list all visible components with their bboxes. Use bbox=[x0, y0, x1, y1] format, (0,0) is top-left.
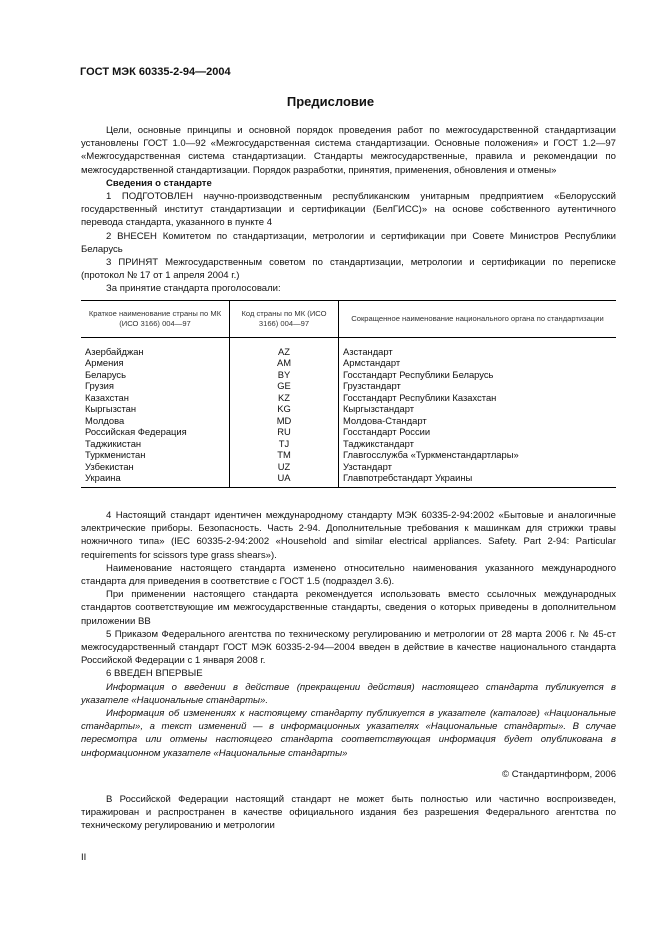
country-code-cell: KZ bbox=[230, 392, 339, 404]
table-row bbox=[81, 403, 616, 415]
country-name-cell: Молдова bbox=[81, 415, 230, 427]
preface-body-bottom bbox=[81, 509, 616, 833]
standards-body-cell: Госстандарт России bbox=[343, 426, 431, 438]
standards-body-cell: Кыргызстандарт bbox=[343, 403, 415, 415]
vote-line: За принятие стандарта проголосовали: bbox=[106, 283, 281, 295]
table-row bbox=[81, 472, 616, 487]
country-name-cell: Азербайджан bbox=[81, 337, 230, 357]
country-name-cell: Грузия bbox=[81, 380, 230, 392]
standards-body-cell: Госстандарт Республики Беларусь bbox=[343, 368, 494, 380]
page-title: Предисловие bbox=[286, 94, 375, 109]
standards-body-cell: Главгосслужба «Туркменстандартлары» bbox=[343, 449, 519, 461]
country-name-cell: Казахстан bbox=[81, 392, 230, 404]
country-code-cell: BY bbox=[230, 369, 339, 381]
reproduction-notice: В Российской Федерации настоящий стандарт не может быть полностью или частично воспроизведен, тиражирован и распространен в качестве официального издания без разрешения Федерального агентства по техническому регулированию и метрологии bbox=[81, 794, 616, 832]
country-code-cell: MD bbox=[230, 415, 339, 427]
country-code-cell: AM bbox=[230, 357, 339, 369]
country-name-cell: Таджикистан bbox=[81, 438, 230, 450]
country-code-cell: TM bbox=[230, 449, 339, 461]
country-name-cell: Туркменистан bbox=[81, 449, 230, 461]
table-row bbox=[81, 461, 616, 473]
country-code-cell: TJ bbox=[230, 438, 339, 450]
item-6: 6 ВВЕДЕН ВПЕРВЫЕ bbox=[106, 668, 203, 680]
table-row bbox=[81, 449, 616, 461]
country-code-cell: KG bbox=[230, 403, 339, 415]
item-5: 5 Приказом Федерального агентства по техническому регулированию и метрологии от 28 марта 2006 г. № 45-ст межгосударственный стандарт ГОСТ МЭК 60335-2-94—2004 введен в действие в качестве национального стандарта Российской Федерации с 1 января 2008 г. bbox=[81, 628, 616, 667]
country-code-cell: UA bbox=[230, 472, 339, 487]
countries-table bbox=[81, 300, 616, 488]
table-row bbox=[81, 337, 616, 357]
standards-body-cell: Госстандарт Республики Казахстан bbox=[343, 391, 497, 403]
standards-body-cell: Молдова-Стандарт bbox=[343, 414, 427, 426]
country-name-cell: Беларусь bbox=[81, 369, 230, 381]
standards-body-cell: Армстандарт bbox=[343, 357, 401, 369]
table-row bbox=[81, 357, 616, 369]
country-code-cell: UZ bbox=[230, 461, 339, 473]
page-number: II bbox=[81, 852, 87, 863]
item-4: 4 Настоящий стандарт идентичен международному стандарту МЭК 60335-2-94:2002 «Бытовые и аналогичные электрические приборы. Безопасность. Часть 2-94. Дополнительные требования к машинкам для стрижки травы ножничного типа» (IEC 60335-2-94:2002 «Household and similar electrical appliances. Safety. Part 2-94: Particular requirements for scissors type grass shears»). bbox=[81, 510, 616, 561]
document-code-header: ГОСТ МЭК 60335-2-94—2004 bbox=[80, 66, 231, 78]
country-name-cell: Российская Федерация bbox=[81, 426, 230, 438]
table-row bbox=[81, 392, 616, 404]
table-row bbox=[81, 369, 616, 381]
table-body bbox=[81, 337, 616, 487]
standards-body-cell: Таджикстандарт bbox=[343, 437, 414, 449]
country-name-cell: Армения bbox=[81, 357, 230, 369]
info-publication-paragraph: Информация о введении в действие (прекращении действия) настоящего стандарта публикуется в указателе «Национальные стандарты». bbox=[81, 681, 616, 706]
table-row bbox=[81, 380, 616, 392]
header-standards-body: Сокращенное наименование национального органа по стандартизации bbox=[339, 300, 617, 337]
table-row bbox=[81, 426, 616, 438]
standards-body-cell: Азстандарт bbox=[343, 345, 393, 357]
rename-paragraph: Наименование настоящего стандарта изменено относительно наименования указанного международного стандарта для приведения в соответствие с ГОСТ 1.5 (подраздел 3.6). bbox=[81, 562, 616, 588]
preface-body-top bbox=[81, 124, 616, 488]
country-name-cell: Узбекистан bbox=[81, 461, 230, 473]
table-row bbox=[81, 415, 616, 427]
table-row bbox=[81, 438, 616, 450]
country-code-cell: RU bbox=[230, 426, 339, 438]
standards-body-cell: Узстандарт bbox=[343, 460, 392, 472]
country-code-cell: GE bbox=[230, 380, 339, 392]
info-heading: Сведения о стандарте bbox=[106, 177, 212, 189]
table-header-row bbox=[81, 300, 616, 337]
item-3: 3 ПРИНЯТ Межгосударственным советом по стандартизации, метрологии и сертификации по переписке (протокол № 17 от 1 апреля 2004 г.) bbox=[81, 257, 616, 282]
references-paragraph: При применении настоящего стандарта рекомендуется использовать вместо ссылочных международных стандартов соответствующие им межгосударственные стандарты, сведения о которых приведены в дополнительном приложении ВВ bbox=[81, 589, 616, 627]
item-2: 2 ВНЕСЕН Комитетом по стандартизации, метрологии и сертификации при Совете Министров Республики Беларусь bbox=[81, 230, 616, 255]
item-1: 1 ПОДГОТОВЛЕН научно-производственным республиканским унитарным предприятием «Белорусский государственный институт стандартизации и сертификации (БелГИСС)» на основе собственного аутентичного перевода стандарта, указанного в пункте 4 bbox=[81, 191, 616, 229]
country-code-cell: AZ bbox=[230, 337, 339, 357]
country-name-cell: Украина bbox=[81, 472, 230, 487]
standards-body-cell: Главпотребстандарт Украины bbox=[339, 472, 617, 487]
country-name-cell: Кыргызстан bbox=[81, 403, 230, 415]
header-country-code: Код страны по МК (ИСО 3166) 004—97 bbox=[230, 300, 339, 337]
standards-body-cell: Грузстандарт bbox=[343, 380, 401, 392]
intro-paragraph: Цели, основные принципы и основной порядок проведения работ по межгосударственной стандартизации установлены ГОСТ 1.0—92 «Межгосударственная система стандартизации. Основные положения» и ГОСТ 1.2—97 «Межгосударственная система стандартизации. Стандарты межгосударственные, правила и рекомендации по межгосударственной стандартизации. Порядок разработки, принятия, применения, обновления и отмены» bbox=[81, 125, 616, 176]
header-country-name: Краткое наименование страны по МК (ИСО 3166) 004—97 bbox=[81, 300, 230, 337]
info-changes-paragraph: Информация об изменениях к настоящему стандарту публикуется в указателе (каталоге) «Национальные стандарты», а текст изменений — в информационных указателях «Национальные стандарты». В случае пересмотра или отмены настоящего стандарта соответствующая информация будет опубликована в информационном указателе «Национальные стандарты» bbox=[81, 708, 616, 759]
copyright-line: © Стандартинформ, 2006 bbox=[502, 768, 616, 780]
